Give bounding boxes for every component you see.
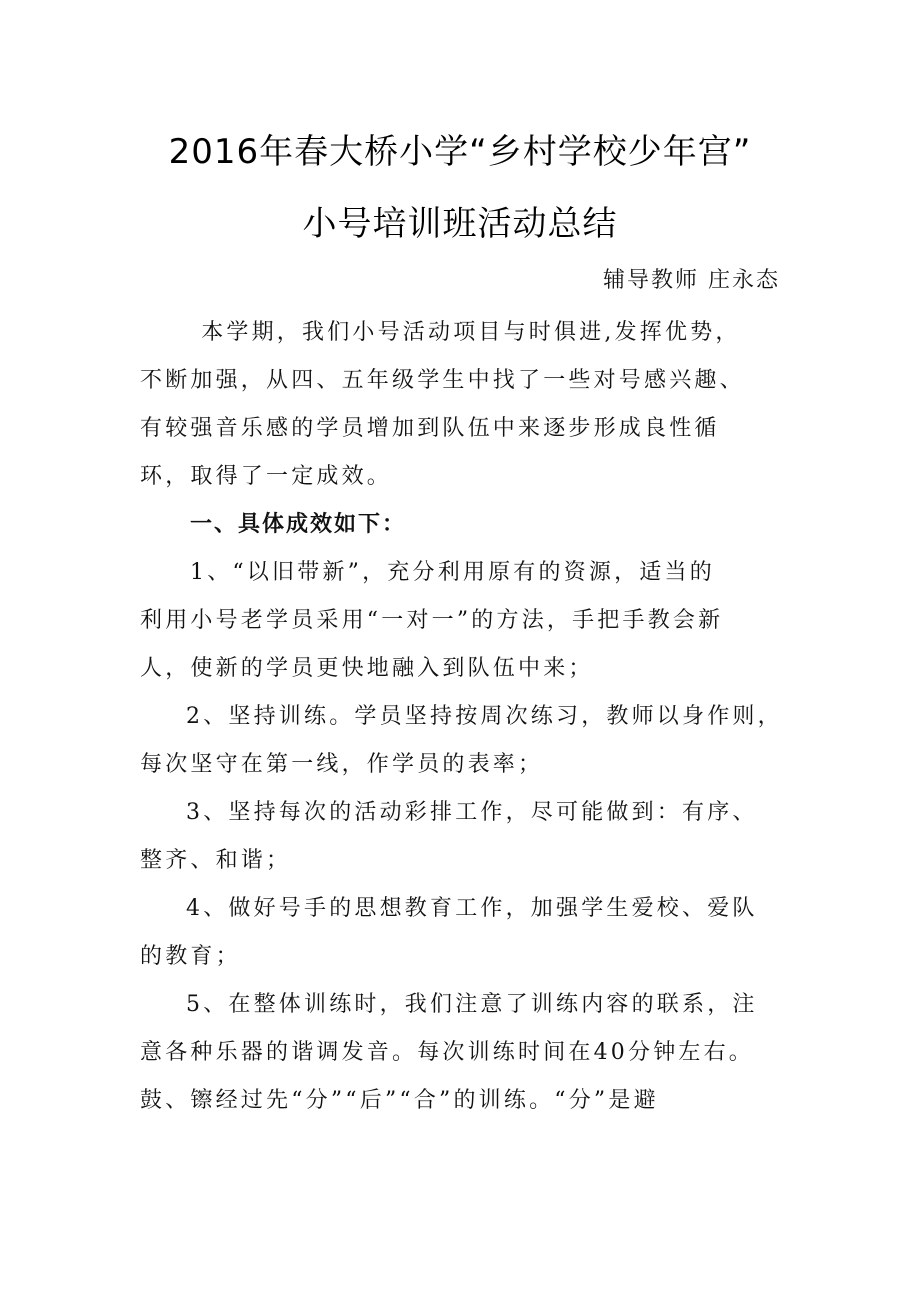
- author-line: 辅导教师 庄永态: [603, 268, 780, 293]
- item-1-line-2: 利用小号老学员采用“一对一”的方法，手把手教会新: [140, 608, 724, 633]
- paragraph-line-3: 有较强音乐感的学员增加到队伍中来逐步形成良性循: [140, 416, 720, 441]
- item-1-line-3: 人，使新的学员更快地融入到队伍中来；: [140, 656, 594, 681]
- item-5-line-1: 5、在整体训练时，我们注意了训练内容的联系，注: [186, 992, 758, 1017]
- paragraph-line-2: 不断加强，从四、五年级学生中找了一些对号感兴趣、: [140, 368, 745, 393]
- item-1-line-1: 1、“以旧带新”，充分利用原有的资源，适当的: [190, 560, 715, 585]
- item-3-line-1: 3、坚持每次的活动彩排工作，尽可能做到：有序、: [186, 800, 758, 825]
- item-5-line-3: 鼓、镲经过先“分”“后”“合”的训练。“分”是避: [140, 1088, 659, 1113]
- item-4-line-1: 4、做好号手的思想教育工作，加强学生爱校、爱队: [186, 896, 758, 921]
- item-2-line-2: 每次坚守在第一线，作学员的表率；: [140, 752, 544, 777]
- document-title-line-1: 2016年春大桥小学“乡村学校少年宫”: [168, 132, 752, 172]
- document-title-line-2: 小号培训班活动总结: [302, 204, 618, 244]
- item-2-line-1: 2、坚持训练。学员坚持按周次练习，教师以身作则，: [186, 704, 783, 729]
- item-4-line-2: 的教育；: [140, 944, 241, 969]
- section-heading: 一、具体成效如下：: [190, 512, 407, 537]
- paragraph-line-4: 环，取得了一定成效。: [140, 464, 393, 489]
- item-5-line-2: 意各种乐器的谐调发音。每次训练时间在40分钟左右。: [140, 1040, 754, 1065]
- item-3-line-2: 整齐、和谐；: [140, 848, 292, 873]
- paragraph-line-1: 本学期，我们小号活动项目与时俱进,发挥优势，: [176, 320, 741, 345]
